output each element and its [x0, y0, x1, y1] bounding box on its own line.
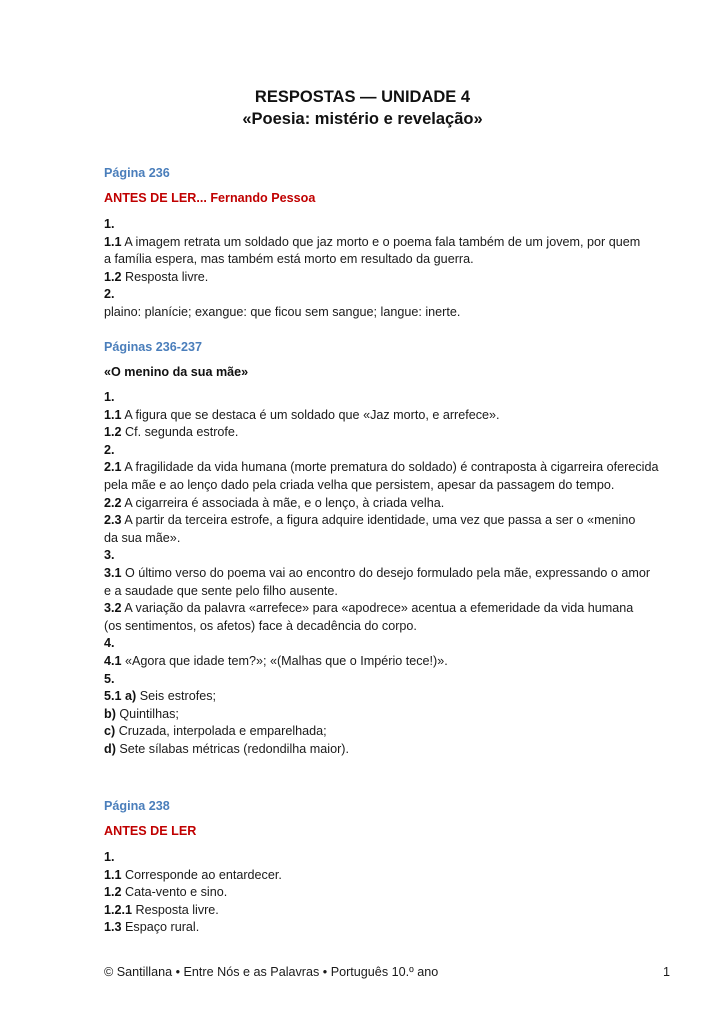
page-title: RESPOSTAS — UNIDADE 4 — [254, 88, 471, 106]
answer-line — [104, 215, 115, 233]
answer-line — [104, 388, 115, 406]
answer-line — [104, 687, 216, 705]
answer-line — [104, 866, 282, 884]
answer-number: 2. — [104, 287, 115, 302]
page-subtitle: «Poesia: mistério e revelação» — [242, 110, 483, 128]
answer-line — [104, 511, 635, 529]
answer-line — [104, 476, 614, 494]
answer-line — [104, 303, 460, 321]
poem-title: «O menino da sua mãe» — [104, 365, 249, 379]
answer-line — [104, 441, 115, 459]
answer-text: Quintilhas; — [115, 706, 179, 721]
answer-line — [104, 458, 658, 476]
answer-line — [104, 233, 640, 251]
section-heading: ANTES DE LER — [104, 824, 197, 838]
answer-line — [104, 268, 208, 286]
answer-line — [104, 494, 444, 512]
answer-number: 1. — [104, 217, 115, 231]
answer-text: (os sentimentos, os afetos) face à decadência do corpo. — [104, 618, 417, 633]
answer-line — [104, 617, 417, 635]
answer-line — [104, 722, 327, 740]
answer-text: Cata-vento e sino. — [121, 885, 228, 900]
answer-line — [104, 901, 219, 919]
answer-text: Sete sílabas métricas (redondilha maior). — [115, 742, 349, 756]
answer-number: 2.3 — [104, 513, 122, 528]
answer-number: 5.1 a) — [104, 689, 137, 704]
answer-text: Corresponde ao entardecer. — [121, 867, 282, 882]
answer-number: 2.1 — [104, 460, 122, 475]
answer-line — [104, 285, 115, 303]
answer-line — [104, 705, 179, 723]
answer-number: 3.2 — [104, 601, 122, 616]
answer-number: 1.3 — [104, 920, 122, 935]
footer-page-number: 1 — [662, 965, 670, 979]
answer-number: 2.2 — [104, 495, 122, 510]
answer-line — [104, 634, 115, 652]
page-reference: Páginas 236-237 — [104, 340, 203, 354]
answer-number: 1.2 — [104, 425, 122, 440]
answer-text: Resposta livre. — [121, 269, 209, 284]
answer-line — [104, 423, 238, 441]
answer-number: 4. — [104, 636, 115, 651]
answer-number: 1.2.1 — [104, 902, 133, 917]
answer-line — [104, 564, 650, 582]
answer-text: A imagem retrata um soldado que jaz morto e o poema fala também de um jovem, por quem — [121, 234, 641, 249]
answer-text: «Agora que idade tem?»; «(Malhas que o Império tece!)». — [121, 654, 448, 668]
answer-text: O último verso do poema vai ao encontro do desejo formulado pela mãe, expressando o amor — [121, 566, 651, 580]
answer-line — [104, 670, 115, 688]
page-reference: Página 236 — [104, 166, 170, 180]
answer-text: Espaço rural. — [121, 920, 200, 935]
answer-number: 1.1 — [104, 407, 122, 422]
answer-text: A fragilidade da vida humana (morte prematura do soldado) é contraposta à cigarreira oferecida — [121, 460, 659, 475]
answer-number: 1.2 — [104, 885, 122, 900]
answer-text: A partir da terceira estrofe, a figura adquire identidade, uma vez que passa a ser o «menino — [121, 513, 636, 528]
answer-number: b) — [104, 706, 116, 721]
page-reference: Página 238 — [104, 799, 170, 813]
answer-number: 1.1 — [104, 867, 122, 882]
answer-number: d) — [104, 742, 116, 756]
answer-line — [104, 406, 500, 424]
answer-text: A cigarreira é associada à mãe, e o lenço, à criada velha. — [121, 495, 445, 510]
answer-text: Resposta livre. — [132, 902, 219, 917]
answer-text: A variação da palavra «arrefece» para «apodrece» acentua a efemeridade da vida humana — [121, 601, 634, 616]
answer-text: Seis estrofes; — [136, 689, 217, 704]
answer-line — [104, 848, 115, 866]
answer-text: Cruzada, interpolada e emparelhada; — [115, 724, 327, 739]
answer-line — [104, 652, 448, 670]
answer-number: 1.1 — [104, 234, 122, 249]
answer-number: 4.1 — [104, 654, 122, 668]
answer-text: a família espera, mas também está morto em resultado da guerra. — [104, 252, 474, 267]
answer-text: da sua mãe». — [104, 530, 181, 545]
answer-line — [104, 529, 180, 547]
answer-text: e a saudade que sente pelo filho ausente. — [104, 583, 338, 598]
answer-line — [104, 740, 349, 758]
answer-text: A figura que se destaca é um soldado que «Jaz morto, e arrefece». — [121, 407, 500, 422]
answer-text: Cf. segunda estrofe. — [121, 425, 239, 440]
answer-line — [104, 582, 338, 600]
answer-number: 3.1 — [104, 566, 122, 580]
answer-number: 1.2 — [104, 269, 122, 284]
answer-text: plaino: planície; exangue: que ficou sem sangue; langue: inerte. — [104, 305, 461, 319]
answer-number: 1. — [104, 850, 115, 864]
answer-number: 5. — [104, 671, 115, 686]
answer-text: pela mãe e ao lenço dado pela criada velha que persistem, apesar da passagem do tempo. — [104, 478, 615, 492]
answer-line — [104, 546, 115, 564]
answer-line — [104, 250, 474, 268]
footer-copyright: © Santillana • Entre Nós e as Palavras • Português 10.º ano — [104, 965, 439, 979]
answer-number: 1. — [104, 390, 115, 404]
section-heading: ANTES DE LER... Fernando Pessoa — [104, 191, 316, 205]
answer-number: 2. — [104, 442, 115, 457]
title-block — [0, 86, 725, 130]
answer-number: 3. — [104, 548, 115, 563]
answer-line — [104, 599, 633, 617]
answer-line — [104, 918, 199, 936]
answer-line — [104, 883, 227, 901]
answer-number: c) — [104, 724, 116, 739]
